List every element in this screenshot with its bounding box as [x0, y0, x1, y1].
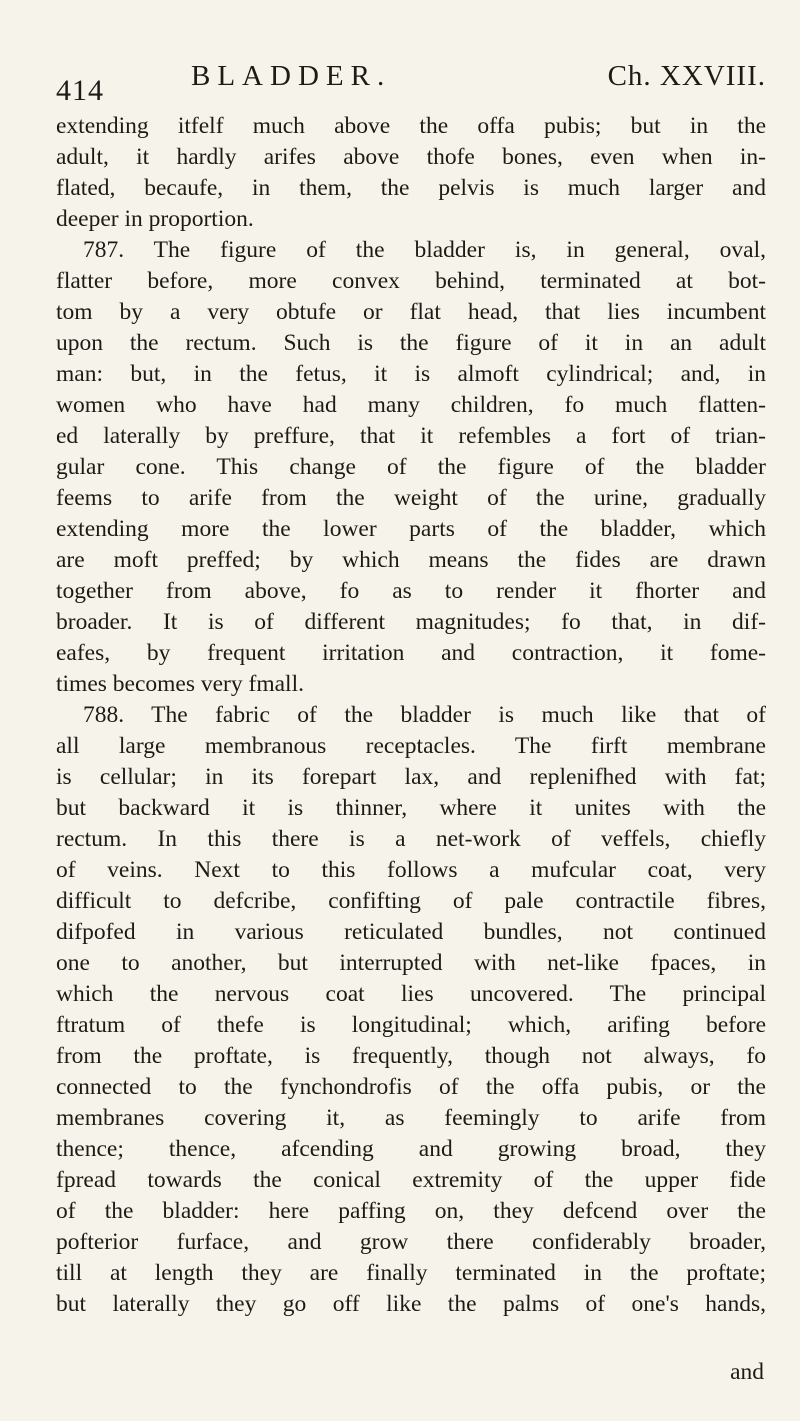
text-line: fpread towards the conical extremity of the upper fide: [56, 1167, 766, 1193]
text-line: all large membranous receptacles. The firft membrane: [56, 733, 766, 759]
running-head: [56, 60, 766, 110]
text-line: flated, becaufe, in them, the pelvis is much larger and: [56, 175, 766, 201]
text-line: thence; thence, afcending and growing broad, they: [56, 1136, 766, 1162]
text-line: adult, it hardly arifes above thofe bones, even when in-: [56, 144, 766, 170]
text-line: which the nervous coat lies uncovered. The principal: [56, 981, 766, 1007]
text-line: flatter before, more convex behind, terminated at bot-: [56, 268, 766, 294]
text-line: times becomes very fmall.: [56, 671, 304, 697]
text-line: but backward it is thinner, where it unites with the: [56, 795, 766, 821]
text-line: deeper in proportion.: [56, 206, 254, 232]
text-line: but laterally they go off like the palms of one's hands,: [56, 1291, 766, 1317]
text-line: man: but, in the fetus, it is almoft cylindrical; and, in: [56, 361, 766, 387]
body-text: [56, 111, 766, 1320]
text-line: broader. It is of different magnitudes; fo that, in dif-: [56, 609, 766, 635]
text-line: extending itfelf much above the offa pubis; but in the: [56, 113, 766, 139]
text-line: rectum. In this there is a net-work of veffels, chiefly: [56, 826, 766, 852]
text-line: women who have had many children, fo much flatten-: [56, 392, 766, 418]
text-line: membranes covering it, as feemingly to arife from: [56, 1105, 766, 1131]
text-line: upon the rectum. Such is the figure of it in an adult: [56, 330, 766, 356]
running-title: BLADDER.: [191, 60, 392, 92]
text-line: together from above, fo as to render it fhorter and: [56, 578, 766, 604]
text-line: connected to the fynchondrofis of the offa pubis, or the: [56, 1074, 766, 1100]
text-line: ftratum of thefe is longitudinal; which, arifing before: [56, 1012, 766, 1038]
text-line: difficult to defcribe, confifting of pale contractile fibres,: [56, 888, 766, 914]
text-line: 787. The figure of the bladder is, in general, oval,: [83, 237, 766, 263]
text-line: are moft preffed; by which means the fides are drawn: [56, 547, 766, 573]
text-line: pofterior furface, and grow there confiderably broader,: [56, 1229, 766, 1255]
chapter-label: Ch. XXVIII.: [607, 60, 766, 92]
text-line: tom by a very obtufe or flat head, that lies incumbent: [56, 299, 766, 325]
text-line: eafes, by frequent irritation and contraction, it fome-: [56, 640, 766, 666]
text-line: extending more the lower parts of the bladder, which: [56, 516, 766, 542]
catchword: and: [730, 1359, 764, 1385]
text-line: one to another, but interrupted with net-like fpaces, in: [56, 950, 766, 976]
text-line: of veins. Next to this follows a mufcular coat, very: [56, 857, 766, 883]
text-line: till at length they are finally terminated in the proftate;: [56, 1260, 766, 1286]
text-line: 788. The fabric of the bladder is much like that of: [83, 702, 766, 728]
text-line: gular cone. This change of the figure of the bladder: [56, 454, 766, 480]
text-line: of the bladder: here paffing on, they defcend over the: [56, 1198, 766, 1224]
text-line: difpofed in various reticulated bundles, not continued: [56, 919, 766, 945]
text-line: feems to arife from the weight of the urine, gradually: [56, 485, 766, 511]
text-line: is cellular; in its forepart lax, and replenifhed with fat;: [56, 764, 766, 790]
text-line: ed laterally by preffure, that it refembles a fort of trian-: [56, 423, 766, 449]
text-line: from the proftate, is frequently, though not always, fo: [56, 1043, 766, 1069]
page-number: 414: [56, 74, 104, 107]
